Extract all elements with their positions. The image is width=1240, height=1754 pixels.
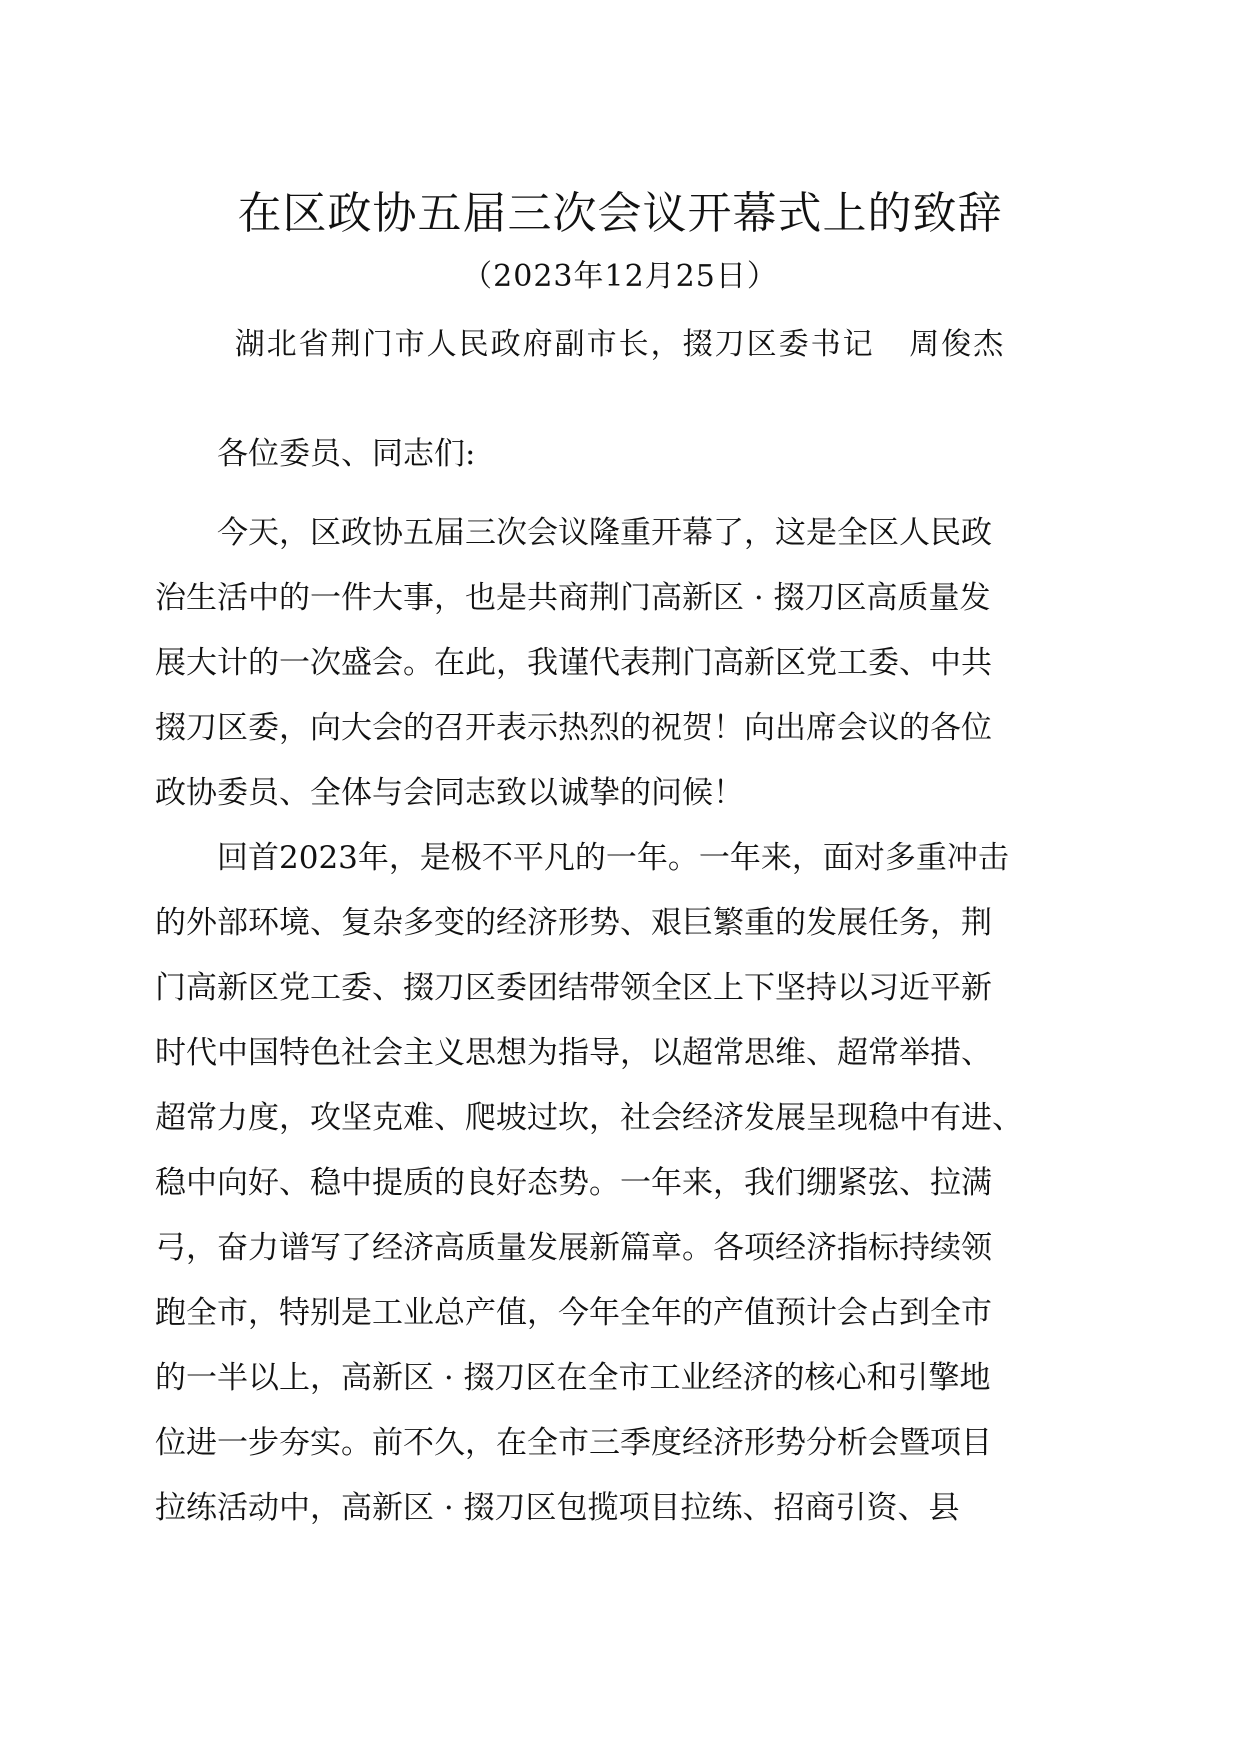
text-line: 展大计的一次盛会。在此，我谨代表荆门高新区党工委、中共 — [155, 645, 992, 681]
text-line: 超常力度，攻坚克难、爬坡过坎，社会经济发展呈现稳中有进、 — [155, 1100, 1023, 1136]
text-line: 回首2023年，是极不平凡的一年。一年来，面对多重冲击 — [217, 840, 1009, 876]
text-line: 掇刀区委，向大会的召开表示热烈的祝贺！向出席会议的各位 — [155, 710, 992, 746]
text-line: 治生活中的一件大事，也是共商荆门高新区 · 掇刀区高质量发 — [155, 580, 991, 616]
text-line: 拉练活动中，高新区 · 掇刀区包揽项目拉练、招商引资、县 — [155, 1490, 960, 1526]
text-line: 弓，奋力谱写了经济高质量发展新篇章。各项经济指标持续领 — [155, 1230, 992, 1266]
text-line: 的一半以上，高新区 · 掇刀区在全市工业经济的核心和引擎地 — [155, 1360, 991, 1396]
text-line: 今天，区政协五届三次会议隆重开幕了，这是全区人民政 — [217, 515, 992, 551]
text-line: 的外部环境、复杂多变的经济形势、艰巨繁重的发展任务，荆 — [155, 905, 992, 941]
document-date: （2023年12月25日） — [462, 259, 778, 294]
document-byline: 湖北省荆门市人民政府副市长，掇刀区委书记 周俊杰 — [234, 327, 1006, 362]
document-title: 在区政协五届三次会议开幕式上的致辞 — [237, 188, 1003, 239]
text-line: 门高新区党工委、掇刀区委团结带领全区上下坚持以习近平新 — [155, 970, 992, 1006]
text-line: 稳中向好、稳中提质的良好态势。一年来，我们绷紧弦、拉满 — [155, 1165, 992, 1201]
text-line: 时代中国特色社会主义思想为指导，以超常思维、超常举措、 — [155, 1035, 992, 1071]
text-line: 跑全市，特别是工业总产值，今年全年的产值预计会占到全市 — [155, 1295, 992, 1331]
salutation-line: 各位委员、同志们: — [217, 436, 476, 472]
text-line: 政协委员、全体与会同志致以诚挚的问候！ — [155, 775, 744, 811]
text-line: 位进一步夯实。前不久，在全市三季度经济形势分析会暨项目 — [155, 1425, 992, 1461]
